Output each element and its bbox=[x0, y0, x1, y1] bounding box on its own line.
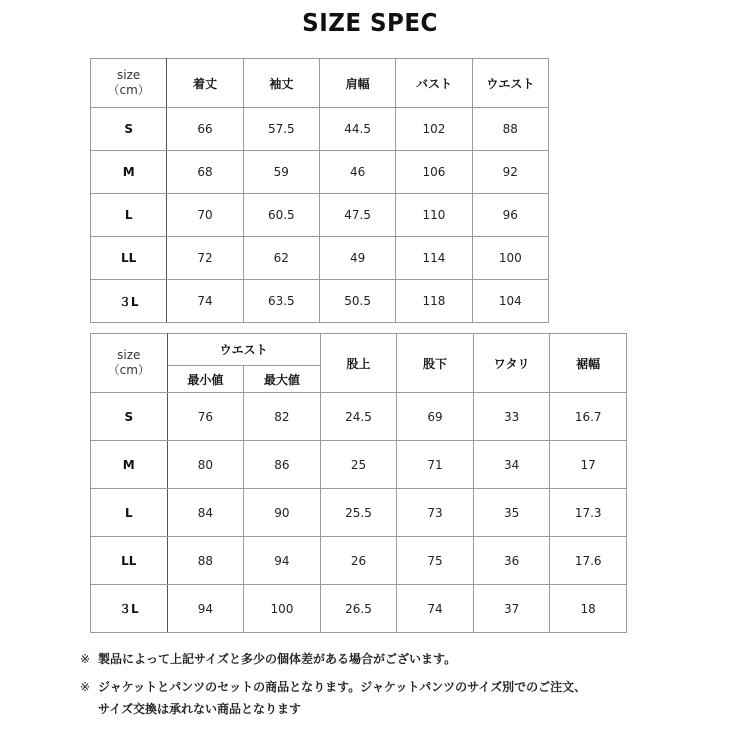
column-header-waist-max: 最大値 bbox=[244, 366, 321, 393]
table-cell: 49 bbox=[319, 237, 395, 280]
table-cell: 69 bbox=[397, 393, 474, 441]
column-header-waist-min: 最小値 bbox=[167, 366, 244, 393]
unit-header-label: （cm） bbox=[107, 83, 150, 97]
table-cell: 80 bbox=[167, 441, 244, 489]
table-cell: 35 bbox=[473, 489, 550, 537]
reference-mark-icon: ※ bbox=[80, 680, 91, 694]
table-cell: 57.5 bbox=[243, 108, 319, 151]
reference-mark-icon: ※ bbox=[80, 652, 91, 666]
table-cell: 34 bbox=[473, 441, 550, 489]
table-cell: 88 bbox=[472, 108, 548, 151]
size-unit-header bbox=[91, 59, 167, 108]
size-label: S bbox=[91, 108, 167, 151]
table-cell: 94 bbox=[167, 585, 244, 633]
table-cell: 63.5 bbox=[243, 280, 319, 323]
size-label: L bbox=[91, 489, 168, 537]
table-cell: 72 bbox=[167, 237, 243, 280]
unit-header-label: （cm） bbox=[107, 363, 150, 377]
note-text: 製品によって上記サイズと多少の個体差がある場合がございます。 bbox=[98, 652, 457, 666]
table-cell: 88 bbox=[167, 537, 244, 585]
table-cell: 118 bbox=[396, 280, 472, 323]
table-row bbox=[91, 537, 627, 585]
size-label: LL bbox=[91, 537, 168, 585]
table-cell: 16.7 bbox=[550, 393, 627, 441]
table-cell: 92 bbox=[472, 151, 548, 194]
table-cell: 82 bbox=[244, 393, 321, 441]
table-cell: 24.5 bbox=[320, 393, 397, 441]
size-label: LL bbox=[91, 237, 167, 280]
table-row bbox=[91, 194, 549, 237]
table-cell: 100 bbox=[472, 237, 548, 280]
size-label: S bbox=[91, 393, 168, 441]
pants-size-table bbox=[90, 333, 627, 633]
note-text-line: サイズ交換は承れない商品となります bbox=[98, 702, 302, 716]
table-cell: 74 bbox=[167, 280, 243, 323]
table-row bbox=[91, 393, 627, 441]
table-cell: 26.5 bbox=[320, 585, 397, 633]
table-row bbox=[91, 489, 627, 537]
table-cell: 44.5 bbox=[319, 108, 395, 151]
table-cell: 94 bbox=[244, 537, 321, 585]
column-header-sleeve: 袖丈 bbox=[243, 59, 319, 108]
size-unit-header bbox=[91, 334, 168, 393]
table-cell: 73 bbox=[397, 489, 474, 537]
note-individual-variance bbox=[80, 648, 700, 670]
table-cell: 104 bbox=[472, 280, 548, 323]
table-cell: 47.5 bbox=[319, 194, 395, 237]
table-cell: 60.5 bbox=[243, 194, 319, 237]
column-header-rise: 股上 bbox=[320, 334, 397, 393]
table-cell: 36 bbox=[473, 537, 550, 585]
size-label: ３L bbox=[91, 280, 167, 323]
table-row bbox=[91, 151, 549, 194]
table-cell: 33 bbox=[473, 393, 550, 441]
table-cell: 17.3 bbox=[550, 489, 627, 537]
size-label: L bbox=[91, 194, 167, 237]
table-cell: 75 bbox=[397, 537, 474, 585]
table-cell: 90 bbox=[244, 489, 321, 537]
note-text bbox=[98, 676, 586, 720]
table-cell: 74 bbox=[397, 585, 474, 633]
table-cell: 25.5 bbox=[320, 489, 397, 537]
table-cell: 37 bbox=[473, 585, 550, 633]
column-group-waist: ウエスト bbox=[167, 334, 320, 366]
size-header-label: size bbox=[117, 68, 141, 82]
page-title: SIZE SPEC bbox=[302, 8, 438, 37]
column-header-thigh: ワタリ bbox=[473, 334, 550, 393]
note-set-product bbox=[80, 676, 700, 720]
table-cell: 84 bbox=[167, 489, 244, 537]
table-row bbox=[91, 108, 549, 151]
table-row bbox=[91, 237, 549, 280]
table-cell: 110 bbox=[396, 194, 472, 237]
table-cell: 68 bbox=[167, 151, 243, 194]
table-cell: 76 bbox=[167, 393, 244, 441]
table-cell: 17.6 bbox=[550, 537, 627, 585]
column-header-inseam: 股下 bbox=[397, 334, 474, 393]
table-cell: 96 bbox=[472, 194, 548, 237]
table-cell: 18 bbox=[550, 585, 627, 633]
table-cell: 25 bbox=[320, 441, 397, 489]
table-header-row bbox=[91, 334, 627, 366]
column-header-waist: ウエスト bbox=[472, 59, 548, 108]
table-cell: 70 bbox=[167, 194, 243, 237]
notes-section bbox=[80, 648, 700, 720]
table-row bbox=[91, 441, 627, 489]
table-cell: 50.5 bbox=[319, 280, 395, 323]
table-cell: 59 bbox=[243, 151, 319, 194]
table-cell: 26 bbox=[320, 537, 397, 585]
table-row bbox=[91, 280, 549, 323]
table-cell: 46 bbox=[319, 151, 395, 194]
table-cell: 106 bbox=[396, 151, 472, 194]
column-header-bust: バスト bbox=[396, 59, 472, 108]
table-cell: 114 bbox=[396, 237, 472, 280]
table-cell: 62 bbox=[243, 237, 319, 280]
table-cell: 71 bbox=[397, 441, 474, 489]
table-cell: 17 bbox=[550, 441, 627, 489]
size-label: ３L bbox=[91, 585, 168, 633]
table-cell: 100 bbox=[244, 585, 321, 633]
size-label: M bbox=[91, 151, 167, 194]
size-header-label: size bbox=[117, 348, 141, 362]
jacket-size-table bbox=[90, 58, 549, 323]
table-cell: 66 bbox=[167, 108, 243, 151]
note-text-line: ジャケットとパンツのセットの商品となります。ジャケットパンツのサイズ別でのご注文、 bbox=[98, 680, 587, 694]
table-header-row bbox=[91, 59, 549, 108]
table-cell: 86 bbox=[244, 441, 321, 489]
column-header-hem: 裾幅 bbox=[550, 334, 627, 393]
table-cell: 102 bbox=[396, 108, 472, 151]
column-header-shoulder: 肩幅 bbox=[319, 59, 395, 108]
size-label: M bbox=[91, 441, 168, 489]
column-header-length: 着丈 bbox=[167, 59, 243, 108]
table-row bbox=[91, 585, 627, 633]
